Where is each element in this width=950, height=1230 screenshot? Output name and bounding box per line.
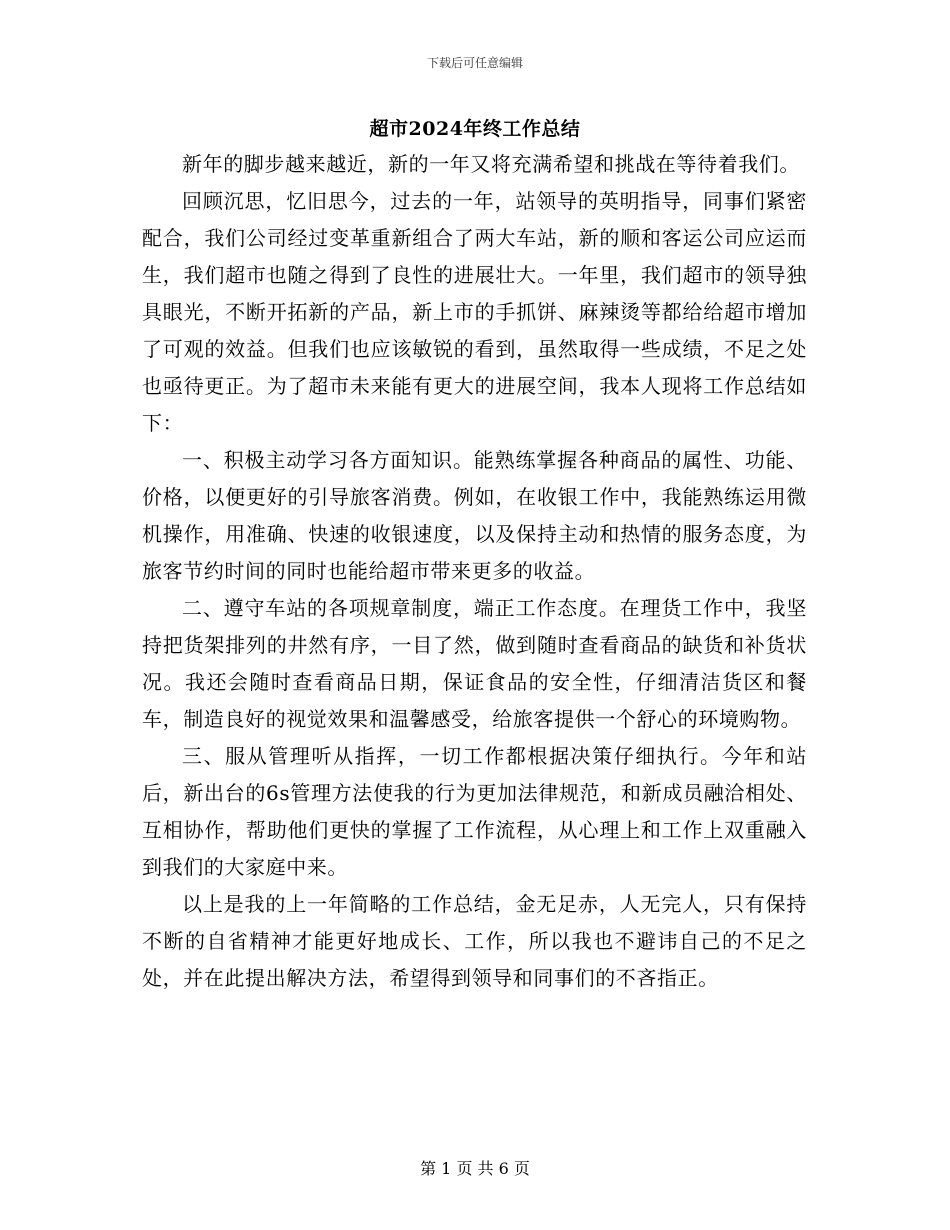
page-header-note: 下载后可任意编辑 [426, 56, 523, 70]
paragraph-conclusion: 以上是我的上一年简略的工作总结，金无足赤，人无完人，只有保持不断的自省精神才能更好地成长、工作，所以我也不避讳自己的不足之处，并在此提出解决方法，希望得到领导和同事们的不吝指正。 [142, 892, 807, 990]
document-title: 超市2024年终工作总结 [369, 118, 581, 140]
paragraph-point-3: 三、服从管理听从指挥，一切工作都根据决策仔细执行。今年和站后，新出台的6s管理方法使我的行为更加法律规范，和新成员融洽相处、互相协作，帮助他们更快的掌握了工作流程，从心理上和工作上双重融入到我们的大家庭中来。 [142, 744, 807, 879]
paragraph-point-2: 二、遵守车站的各项规章制度，端正工作态度。在理货工作中，我坚持把货架排列的井然有序，一目了然，做到随时查看商品的缺货和补货状况。我还会随时查看商品日期，保证食品的安全性，仔细清洁货区和餐车，制造良好的视觉效果和温馨感受，给旅客提供一个舒心的环境购物。 [142, 596, 807, 731]
paragraph-review: 回顾沉思，忆旧思今，过去的一年，站领导的英明指导，同事们紧密配合，我们公司经过变革重新组合了两大车站，新的顺和客运公司应运而生，我们超市也随之得到了良性的进展壮大。一年里，我们超市的领导独具眼光，不断开拓新的产品，新上市的手抓饼、麻辣烫等都给给超市增加了可观的效益。但我们也应该敏锐的看到，虽然取得一些成绩，不足之处也亟待更正。为了超市未来能有更大的进展空间，我本人现将工作总结如下： [142, 189, 807, 435]
paragraph-point-1: 一、积极主动学习各方面知识。能熟练掌握各种商品的属性、功能、价格，以便更好的引导旅客消费。例如，在收银工作中，我能熟练运用微机操作，用准确、快速的收银速度，以及保持主动和热情的服务态度，为旅客节约时间的同时也能给超市带来更多的收益。 [142, 448, 807, 583]
document-body [142, 146, 807, 997]
page-number: 第 1 页 共 6 页 [420, 1159, 530, 1178]
paragraph-intro: 新年的脚步越来越近，新的一年又将充满希望和挑战在等待着我们。 [182, 152, 800, 176]
